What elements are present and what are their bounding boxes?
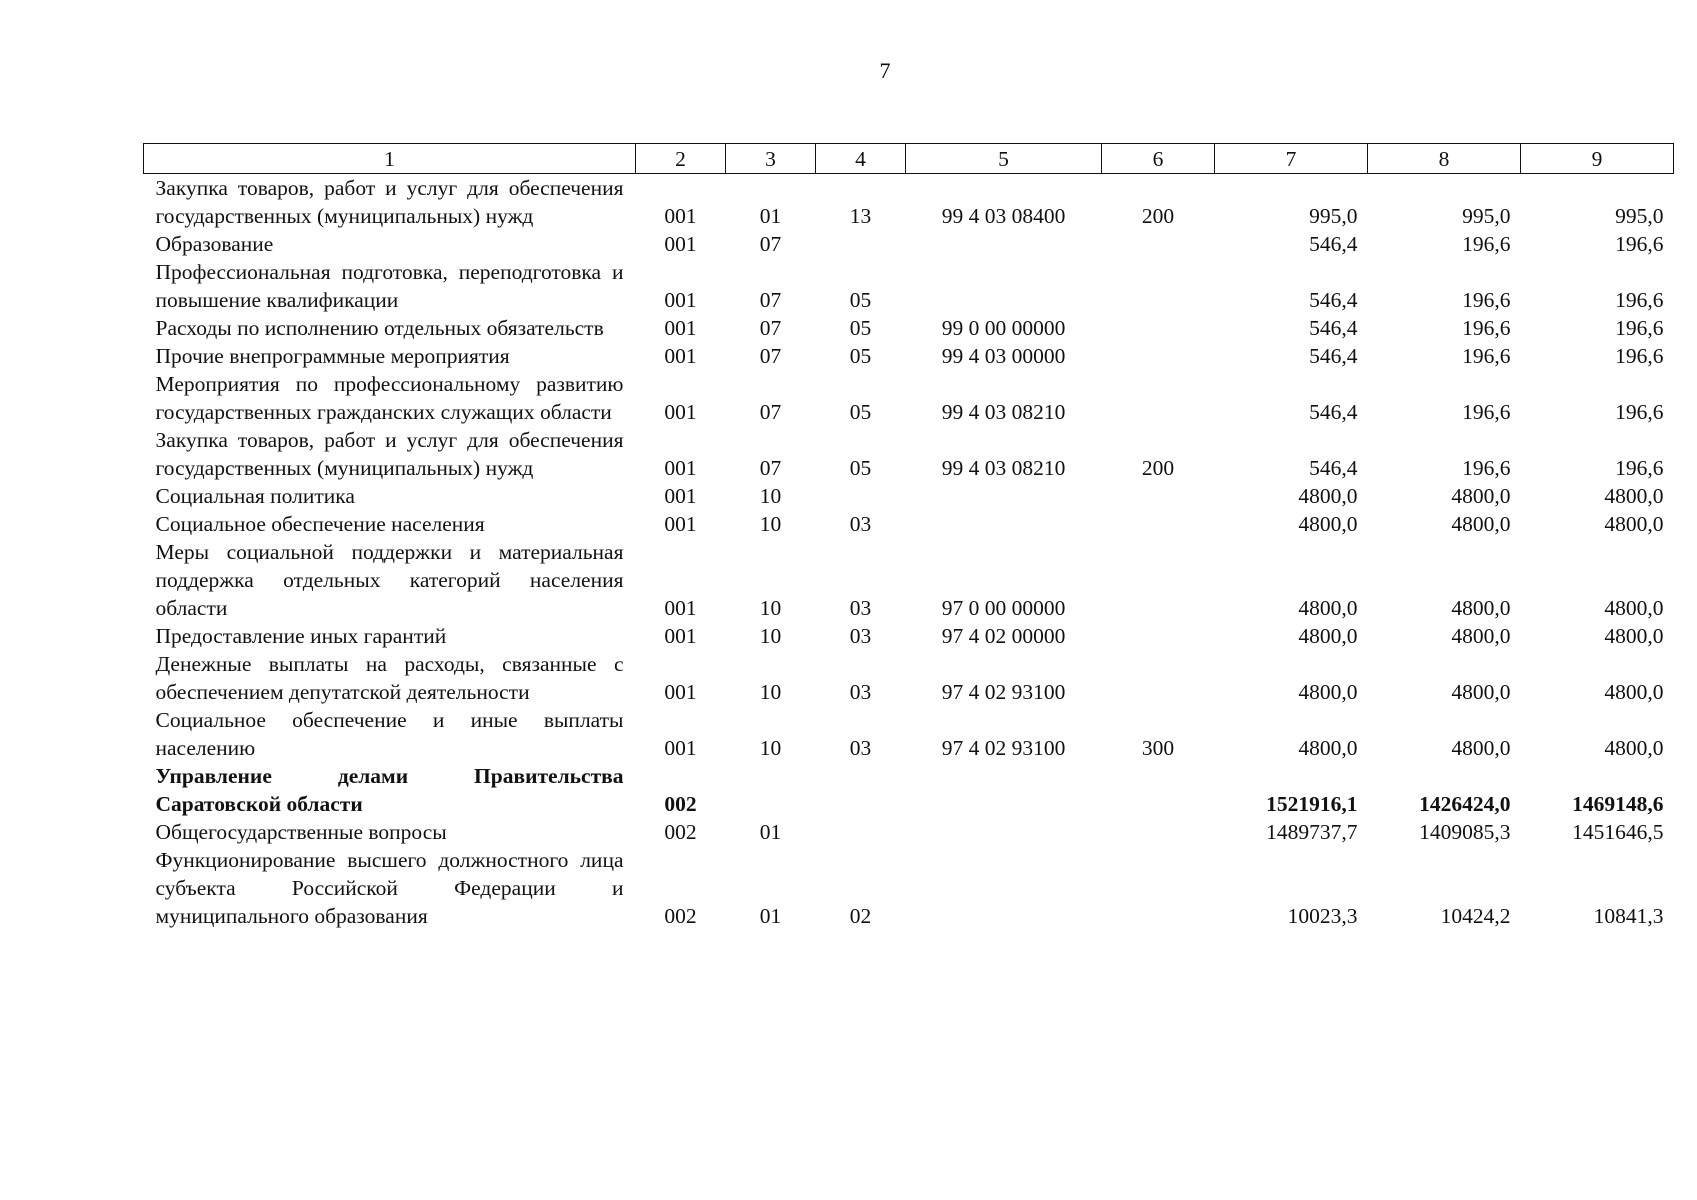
row-name: Социальное обеспечение населения <box>155 512 485 536</box>
row-col-9: 10841,3 <box>1593 904 1664 928</box>
row-col-2: 001 <box>664 596 697 620</box>
row-col-4: 05 <box>849 456 872 480</box>
row-col-7: 546,4 <box>1309 400 1358 424</box>
header-col-4: 4 <box>816 144 906 174</box>
row-col-9: 1469148,6 <box>1572 792 1664 816</box>
row-col-2: 002 <box>664 792 697 816</box>
table-row <box>144 510 1674 538</box>
row-col-4: 03 <box>849 512 872 536</box>
row-name: Денежные выплаты на расходы, связанные с обеспечением депутатской деятельности <box>155 652 624 704</box>
row-col-8: 4800,0 <box>1451 736 1511 760</box>
row-col-7: 4800,0 <box>1298 596 1358 620</box>
row-col-4: 05 <box>849 344 872 368</box>
row-col-2: 002 <box>664 904 697 928</box>
row-col-9: 995,0 <box>1615 204 1664 228</box>
row-col-5: 99 0 00 00000 <box>941 316 1066 340</box>
row-col-8: 196,6 <box>1462 344 1511 368</box>
row-col-6: 300 <box>1141 736 1175 760</box>
row-col-3: 10 <box>759 596 782 620</box>
row-col-9: 4800,0 <box>1604 484 1664 508</box>
row-col-7: 4800,0 <box>1298 680 1358 704</box>
row-col-2: 001 <box>664 736 697 760</box>
row-col-8: 4800,0 <box>1451 596 1511 620</box>
table-row <box>144 650 1674 706</box>
row-col-6 <box>1102 342 1215 370</box>
row-col-3: 07 <box>759 456 782 480</box>
row-col-5: 99 4 03 08210 <box>941 456 1066 480</box>
row-col-6: 200 <box>1141 456 1175 480</box>
row-col-6 <box>1102 230 1215 258</box>
row-col-5: 97 4 02 00000 <box>941 624 1066 648</box>
row-col-3 <box>726 762 816 818</box>
row-col-7: 1521916,1 <box>1266 792 1358 816</box>
row-col-5 <box>906 846 1102 930</box>
row-col-8: 4800,0 <box>1451 484 1511 508</box>
table-row <box>144 482 1674 510</box>
row-col-2: 001 <box>664 512 697 536</box>
row-name: Закупка товаров, работ и услуг для обеспечения государственных (муниципальных) нужд <box>155 176 624 228</box>
row-col-9: 196,6 <box>1615 288 1664 312</box>
row-col-7: 4800,0 <box>1298 512 1358 536</box>
header-col-6: 6 <box>1102 144 1215 174</box>
row-col-8: 4800,0 <box>1451 512 1511 536</box>
row-col-2: 001 <box>664 344 697 368</box>
table-row <box>144 622 1674 650</box>
table-row <box>144 370 1674 426</box>
row-col-5: 97 4 02 93100 <box>941 680 1066 704</box>
row-name: Профессиональная подготовка, переподготовка и повышение квалификации <box>155 260 624 312</box>
row-col-4: 05 <box>849 288 872 312</box>
row-col-6 <box>1102 258 1215 314</box>
row-col-3: 07 <box>759 316 782 340</box>
row-col-2: 001 <box>664 204 697 228</box>
row-col-4: 03 <box>849 736 872 760</box>
row-col-9: 4800,0 <box>1604 512 1664 536</box>
table-header <box>144 144 1674 174</box>
row-col-7: 10023,3 <box>1287 904 1358 928</box>
row-col-3: 07 <box>759 400 782 424</box>
row-col-7: 995,0 <box>1309 204 1358 228</box>
row-col-8: 196,6 <box>1462 400 1511 424</box>
row-col-7: 4800,0 <box>1298 624 1358 648</box>
row-col-5: 99 4 03 08210 <box>941 400 1066 424</box>
row-col-2: 002 <box>664 820 697 844</box>
row-col-8: 196,6 <box>1462 456 1511 480</box>
row-col-7: 546,4 <box>1309 232 1358 256</box>
row-col-2: 001 <box>664 680 697 704</box>
row-col-9: 4800,0 <box>1604 680 1664 704</box>
row-col-6 <box>1102 482 1215 510</box>
row-col-9: 196,6 <box>1615 344 1664 368</box>
row-col-4 <box>816 482 906 510</box>
row-col-3: 01 <box>759 904 782 928</box>
row-col-6 <box>1102 762 1215 818</box>
row-col-7: 546,4 <box>1309 344 1358 368</box>
table-body <box>144 174 1674 931</box>
row-col-7: 546,4 <box>1309 288 1358 312</box>
row-col-7: 4800,0 <box>1298 484 1358 508</box>
row-col-4: 05 <box>849 316 872 340</box>
row-col-2: 001 <box>664 400 697 424</box>
table-row <box>144 426 1674 482</box>
row-col-9: 4800,0 <box>1604 596 1664 620</box>
table-row <box>144 174 1674 231</box>
header-col-8: 8 <box>1368 144 1521 174</box>
row-col-2: 001 <box>664 456 697 480</box>
table-row <box>144 230 1674 258</box>
row-col-4: 13 <box>849 204 872 228</box>
row-col-9: 4800,0 <box>1604 736 1664 760</box>
header-col-3: 3 <box>726 144 816 174</box>
row-col-2: 001 <box>664 316 697 340</box>
row-col-4: 05 <box>849 400 872 424</box>
row-name: Образование <box>155 232 274 256</box>
row-col-8: 196,6 <box>1462 316 1511 340</box>
row-col-8: 1426424,0 <box>1419 792 1511 816</box>
row-col-3: 07 <box>759 232 782 256</box>
row-name: Мероприятия по профессиональному развитию государственных гражданских служащих области <box>155 372 624 424</box>
row-col-3: 07 <box>759 344 782 368</box>
table-row <box>144 258 1674 314</box>
header-row <box>144 144 1674 174</box>
row-col-6 <box>1102 370 1215 426</box>
row-col-6 <box>1102 314 1215 342</box>
row-name: Управление делами Правительства Саратовской области <box>155 764 624 816</box>
row-col-9: 196,6 <box>1615 316 1664 340</box>
row-col-7: 1489737,7 <box>1266 820 1358 844</box>
row-col-6: 200 <box>1141 204 1175 228</box>
row-col-4 <box>816 230 906 258</box>
table-row <box>144 314 1674 342</box>
row-name: Общегосударственные вопросы <box>155 820 447 844</box>
row-col-4 <box>816 818 906 846</box>
header-col-1: 1 <box>144 144 636 174</box>
row-col-2: 001 <box>664 288 697 312</box>
row-col-5 <box>906 230 1102 258</box>
row-col-3: 10 <box>759 624 782 648</box>
row-col-5 <box>906 762 1102 818</box>
page-number: 7 <box>879 58 891 83</box>
row-col-3: 10 <box>759 484 782 508</box>
row-name: Социальная политика <box>155 484 355 508</box>
row-col-4: 03 <box>849 624 872 648</box>
row-col-4: 03 <box>849 596 872 620</box>
row-col-3: 10 <box>759 512 782 536</box>
row-col-9: 1451646,5 <box>1572 820 1664 844</box>
header-col-5: 5 <box>906 144 1102 174</box>
row-name: Функционирование высшего должностного лица субъекта Российской Федерации и муниципального образования <box>155 848 624 928</box>
row-col-9: 196,6 <box>1615 232 1664 256</box>
row-col-5 <box>906 482 1102 510</box>
row-col-9: 196,6 <box>1615 456 1664 480</box>
row-col-5: 97 0 00 00000 <box>941 596 1066 620</box>
header-col-7: 7 <box>1215 144 1368 174</box>
row-col-6 <box>1102 846 1215 930</box>
row-col-3: 10 <box>759 680 782 704</box>
row-col-5: 99 4 03 08400 <box>941 204 1066 228</box>
row-col-9: 4800,0 <box>1604 624 1664 648</box>
row-col-3: 10 <box>759 736 782 760</box>
row-col-8: 4800,0 <box>1451 680 1511 704</box>
row-col-7: 546,4 <box>1309 456 1358 480</box>
table-row <box>144 846 1674 930</box>
row-col-8: 1409085,3 <box>1419 820 1511 844</box>
row-col-8: 4800,0 <box>1451 624 1511 648</box>
header-col-9: 9 <box>1521 144 1674 174</box>
row-name: Предоставление иных гарантий <box>155 624 447 648</box>
row-col-6 <box>1102 510 1215 538</box>
row-col-3: 01 <box>759 820 782 844</box>
table-row <box>144 818 1674 846</box>
row-col-7: 4800,0 <box>1298 736 1358 760</box>
row-col-6 <box>1102 818 1215 846</box>
row-col-4: 03 <box>849 680 872 704</box>
row-name: Закупка товаров, работ и услуг для обеспечения государственных (муниципальных) нужд <box>155 428 624 480</box>
row-col-7: 546,4 <box>1309 316 1358 340</box>
row-col-6 <box>1102 650 1215 706</box>
row-col-3: 07 <box>759 288 782 312</box>
row-col-5: 97 4 02 93100 <box>941 736 1066 760</box>
row-col-2: 001 <box>664 232 697 256</box>
row-col-6 <box>1102 622 1215 650</box>
row-col-6 <box>1102 538 1215 622</box>
budget-table <box>143 143 1674 930</box>
row-col-5 <box>906 818 1102 846</box>
row-col-4 <box>816 762 906 818</box>
table-row <box>144 538 1674 622</box>
row-name: Меры социальной поддержки и материальная поддержка отдельных категорий населения области <box>155 540 624 620</box>
row-col-2: 001 <box>664 624 697 648</box>
row-col-2: 001 <box>664 484 697 508</box>
row-col-9: 196,6 <box>1615 400 1664 424</box>
table-row <box>144 762 1674 818</box>
row-name: Социальное обеспечение и иные выплаты населению <box>155 708 624 760</box>
table-row <box>144 342 1674 370</box>
row-col-4: 02 <box>849 904 872 928</box>
row-name: Расходы по исполнению отдельных обязательств <box>155 316 604 340</box>
row-name: Прочие внепрограммные мероприятия <box>155 344 510 368</box>
row-col-8: 196,6 <box>1462 232 1511 256</box>
row-col-8: 10424,2 <box>1440 904 1511 928</box>
row-col-5 <box>906 258 1102 314</box>
row-col-8: 196,6 <box>1462 288 1511 312</box>
row-col-5 <box>906 510 1102 538</box>
row-col-3: 01 <box>759 204 782 228</box>
header-col-2: 2 <box>636 144 726 174</box>
row-col-5: 99 4 03 00000 <box>941 344 1066 368</box>
table-row <box>144 706 1674 762</box>
row-col-8: 995,0 <box>1462 204 1511 228</box>
